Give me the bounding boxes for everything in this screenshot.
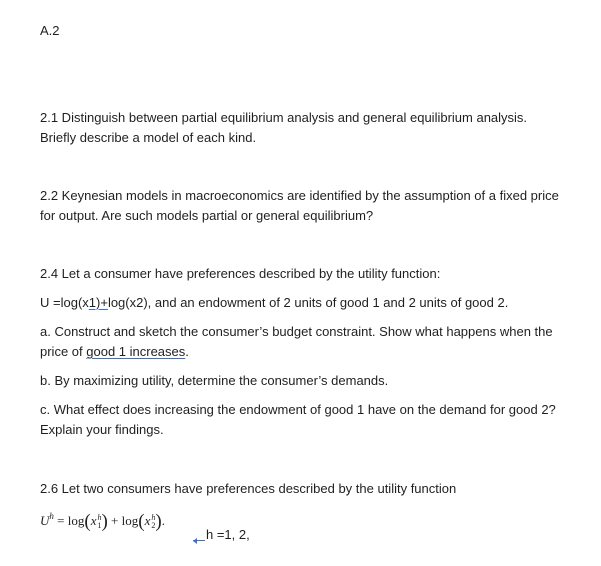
index-range: h =1, 2, xyxy=(206,527,250,542)
return-arrow-icon xyxy=(193,534,205,541)
question-2-4-part-b: b. By maximizing utility, determine the consumer’s demands. xyxy=(40,373,389,388)
eq-equals: = xyxy=(57,513,65,528)
eq-sup-2: h xyxy=(151,513,156,522)
eq-end-dot: . xyxy=(161,513,165,528)
section-heading: A.2 xyxy=(40,23,60,38)
eq-lhs-var: U xyxy=(40,513,50,528)
eq-var-1: x xyxy=(90,513,97,528)
question-2-2-line-1: 2.2 Keynesian models in macroeconomics are identified by the assumption of a fixed price xyxy=(40,188,559,203)
eq-sup-1: h xyxy=(97,513,102,522)
question-2-2-line-2: for output. Are such models partial or general equilibrium? xyxy=(40,208,374,223)
part-a-text-start: price of xyxy=(40,344,87,359)
eq-log-2: log xyxy=(121,513,139,528)
question-2-1-line-1: 2.1 Distinguish between partial equilibrium analysis and general equilibrium analysis. xyxy=(40,110,528,125)
eq-paren-open-1: ( xyxy=(84,511,91,532)
utility-equation[interactable] xyxy=(40,511,165,533)
part-a-text-end: . xyxy=(185,344,189,359)
eq-plus: + xyxy=(111,513,119,528)
eq-sub-1: 1 xyxy=(97,521,102,530)
question-2-4-part-c-line-1: c. What effect does increasing the endowment of good 1 have on the demand for good 2? xyxy=(40,402,556,417)
utility-text-start: U =log(x xyxy=(40,295,89,310)
eq-paren-open-2: ( xyxy=(138,511,145,532)
eq-sub-2: 2 xyxy=(151,521,156,530)
question-2-4-intro: 2.4 Let a consumer have preferences described by the utility function: xyxy=(40,266,441,281)
question-2-4-part-c-line-2: Explain your findings. xyxy=(40,422,164,437)
question-2-4-part-a-line-2 xyxy=(40,344,189,360)
question-2-4-part-a-line-1: a. Construct and sketch the consumer’s budget constraint. Show what happens when the xyxy=(40,324,553,339)
utility-text-end: log(x2), and an endowment of 2 units of good 1 and 2 units of good 2. xyxy=(107,295,509,310)
utility-text-flagged[interactable]: 1)+ xyxy=(88,295,108,310)
eq-var-2: x xyxy=(144,513,151,528)
question-2-6-intro: 2.6 Let two consumers have preferences described by the utility function xyxy=(40,481,457,496)
eq-lhs-sup: h xyxy=(49,511,54,521)
index-range-line xyxy=(193,527,250,542)
eq-paren-close-1: ) xyxy=(101,511,108,532)
eq-paren-close-2: ) xyxy=(155,511,162,532)
question-2-1-line-2: Briefly describe a model of each kind. xyxy=(40,130,257,145)
question-2-4-utility-line xyxy=(40,295,508,311)
part-a-text-flagged[interactable]: good 1 increases xyxy=(86,344,186,359)
eq-log-1: log xyxy=(67,513,85,528)
